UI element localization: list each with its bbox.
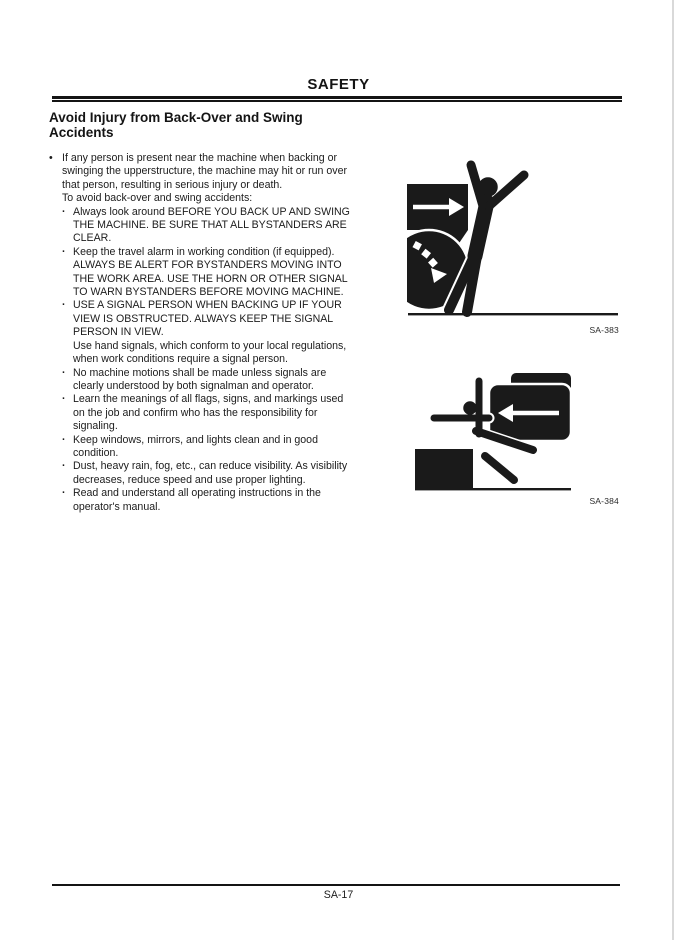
sub-bullet-note: Use hand signals, which conform to your local regulations, when work conditions require a signal person. [73, 339, 347, 366]
sub-bullet-text: USE A SIGNAL PERSON WHEN BACKING UP IF YOUR VIEW IS OBSTRUCTED. ALWAYS KEEP THE SIGNAL PERSON IN VIEW. [73, 299, 342, 339]
footer-page-number: SA-17 [323, 889, 354, 901]
figure-label: SA-383 [589, 325, 619, 335]
sub-bullet-item [62, 393, 357, 433]
page-header-title: SAFETY [307, 76, 370, 93]
sub-bullet-icon: · [62, 245, 66, 258]
sub-bullet-icon: · [62, 393, 66, 406]
footer-rule [52, 884, 620, 886]
figure-label: SA-384 [589, 496, 619, 506]
header-rule-thin [52, 100, 622, 102]
sub-bullet-icon: · [62, 366, 66, 379]
body-text-column [49, 152, 357, 514]
sub-bullet-icon: · [62, 433, 66, 446]
section-title: Avoid Injury from Back-Over and Swing Accidents [49, 110, 303, 141]
sub-bullet-icon: · [62, 487, 66, 500]
sub-bullet-list [62, 206, 357, 514]
swing-accident-pictogram-icon [407, 158, 619, 318]
sub-bullet-text: Dust, heavy rain, fog, etc., can reduce visibility. As visibility decreases, reduce speed and use proper lighting. [73, 460, 348, 486]
sub-bullet-text: No machine motions shall be made unless signals are clearly understood by both signalman and operator. [73, 366, 327, 392]
header-double-rule [52, 96, 622, 102]
main-bullet [49, 152, 357, 514]
lead-in-line: To avoid back-over and swing accidents: [62, 192, 253, 205]
sub-bullet-item [62, 460, 357, 487]
main-bullet-body [62, 152, 357, 514]
sub-bullet-icon: · [62, 460, 66, 473]
scan-edge-shadow [672, 0, 674, 940]
sub-bullet-item [62, 434, 357, 461]
intro-paragraph: If any person is present near the machine when backing or swinging the upperstructure, the machine may hit or run over that person, resulting in serious injury or death. [62, 152, 347, 191]
sub-bullet-text: Always look around BEFORE YOU BACK UP AND SWING THE MACHINE. BE SURE THAT ALL BYSTANDERS ARE CLEAR. [73, 205, 350, 245]
sub-bullet-item [62, 299, 357, 339]
sub-bullet-item [62, 246, 357, 300]
bullet-icon: • [49, 152, 53, 164]
sub-bullet-text: Read and understand all operating instructions in the operator's manual. [73, 487, 321, 513]
sub-bullet-text: Learn the meanings of all flags, signs, and markings used on the job and confirm who has the responsibility for signaling. [73, 393, 344, 433]
sub-bullet-text: Keep the travel alarm in working condition (if equipped). ALWAYS BE ALERT FOR BYSTANDERS MOVING INTO THE WORK AREA. USE THE HORN OR OTHER SIGNAL TO WARN BYSTANDERS BEFORE MOVING MACHINE. [73, 245, 348, 299]
sub-bullet-icon: · [62, 205, 66, 218]
sub-bullet-icon: · [62, 299, 66, 312]
sub-bullet-item [62, 367, 357, 394]
sub-bullet-item [62, 206, 357, 246]
sub-bullet-text: Keep windows, mirrors, and lights clean and in good condition. [73, 433, 318, 459]
sub-bullet-item [62, 487, 357, 514]
back-over-accident-pictogram-icon [413, 368, 573, 494]
